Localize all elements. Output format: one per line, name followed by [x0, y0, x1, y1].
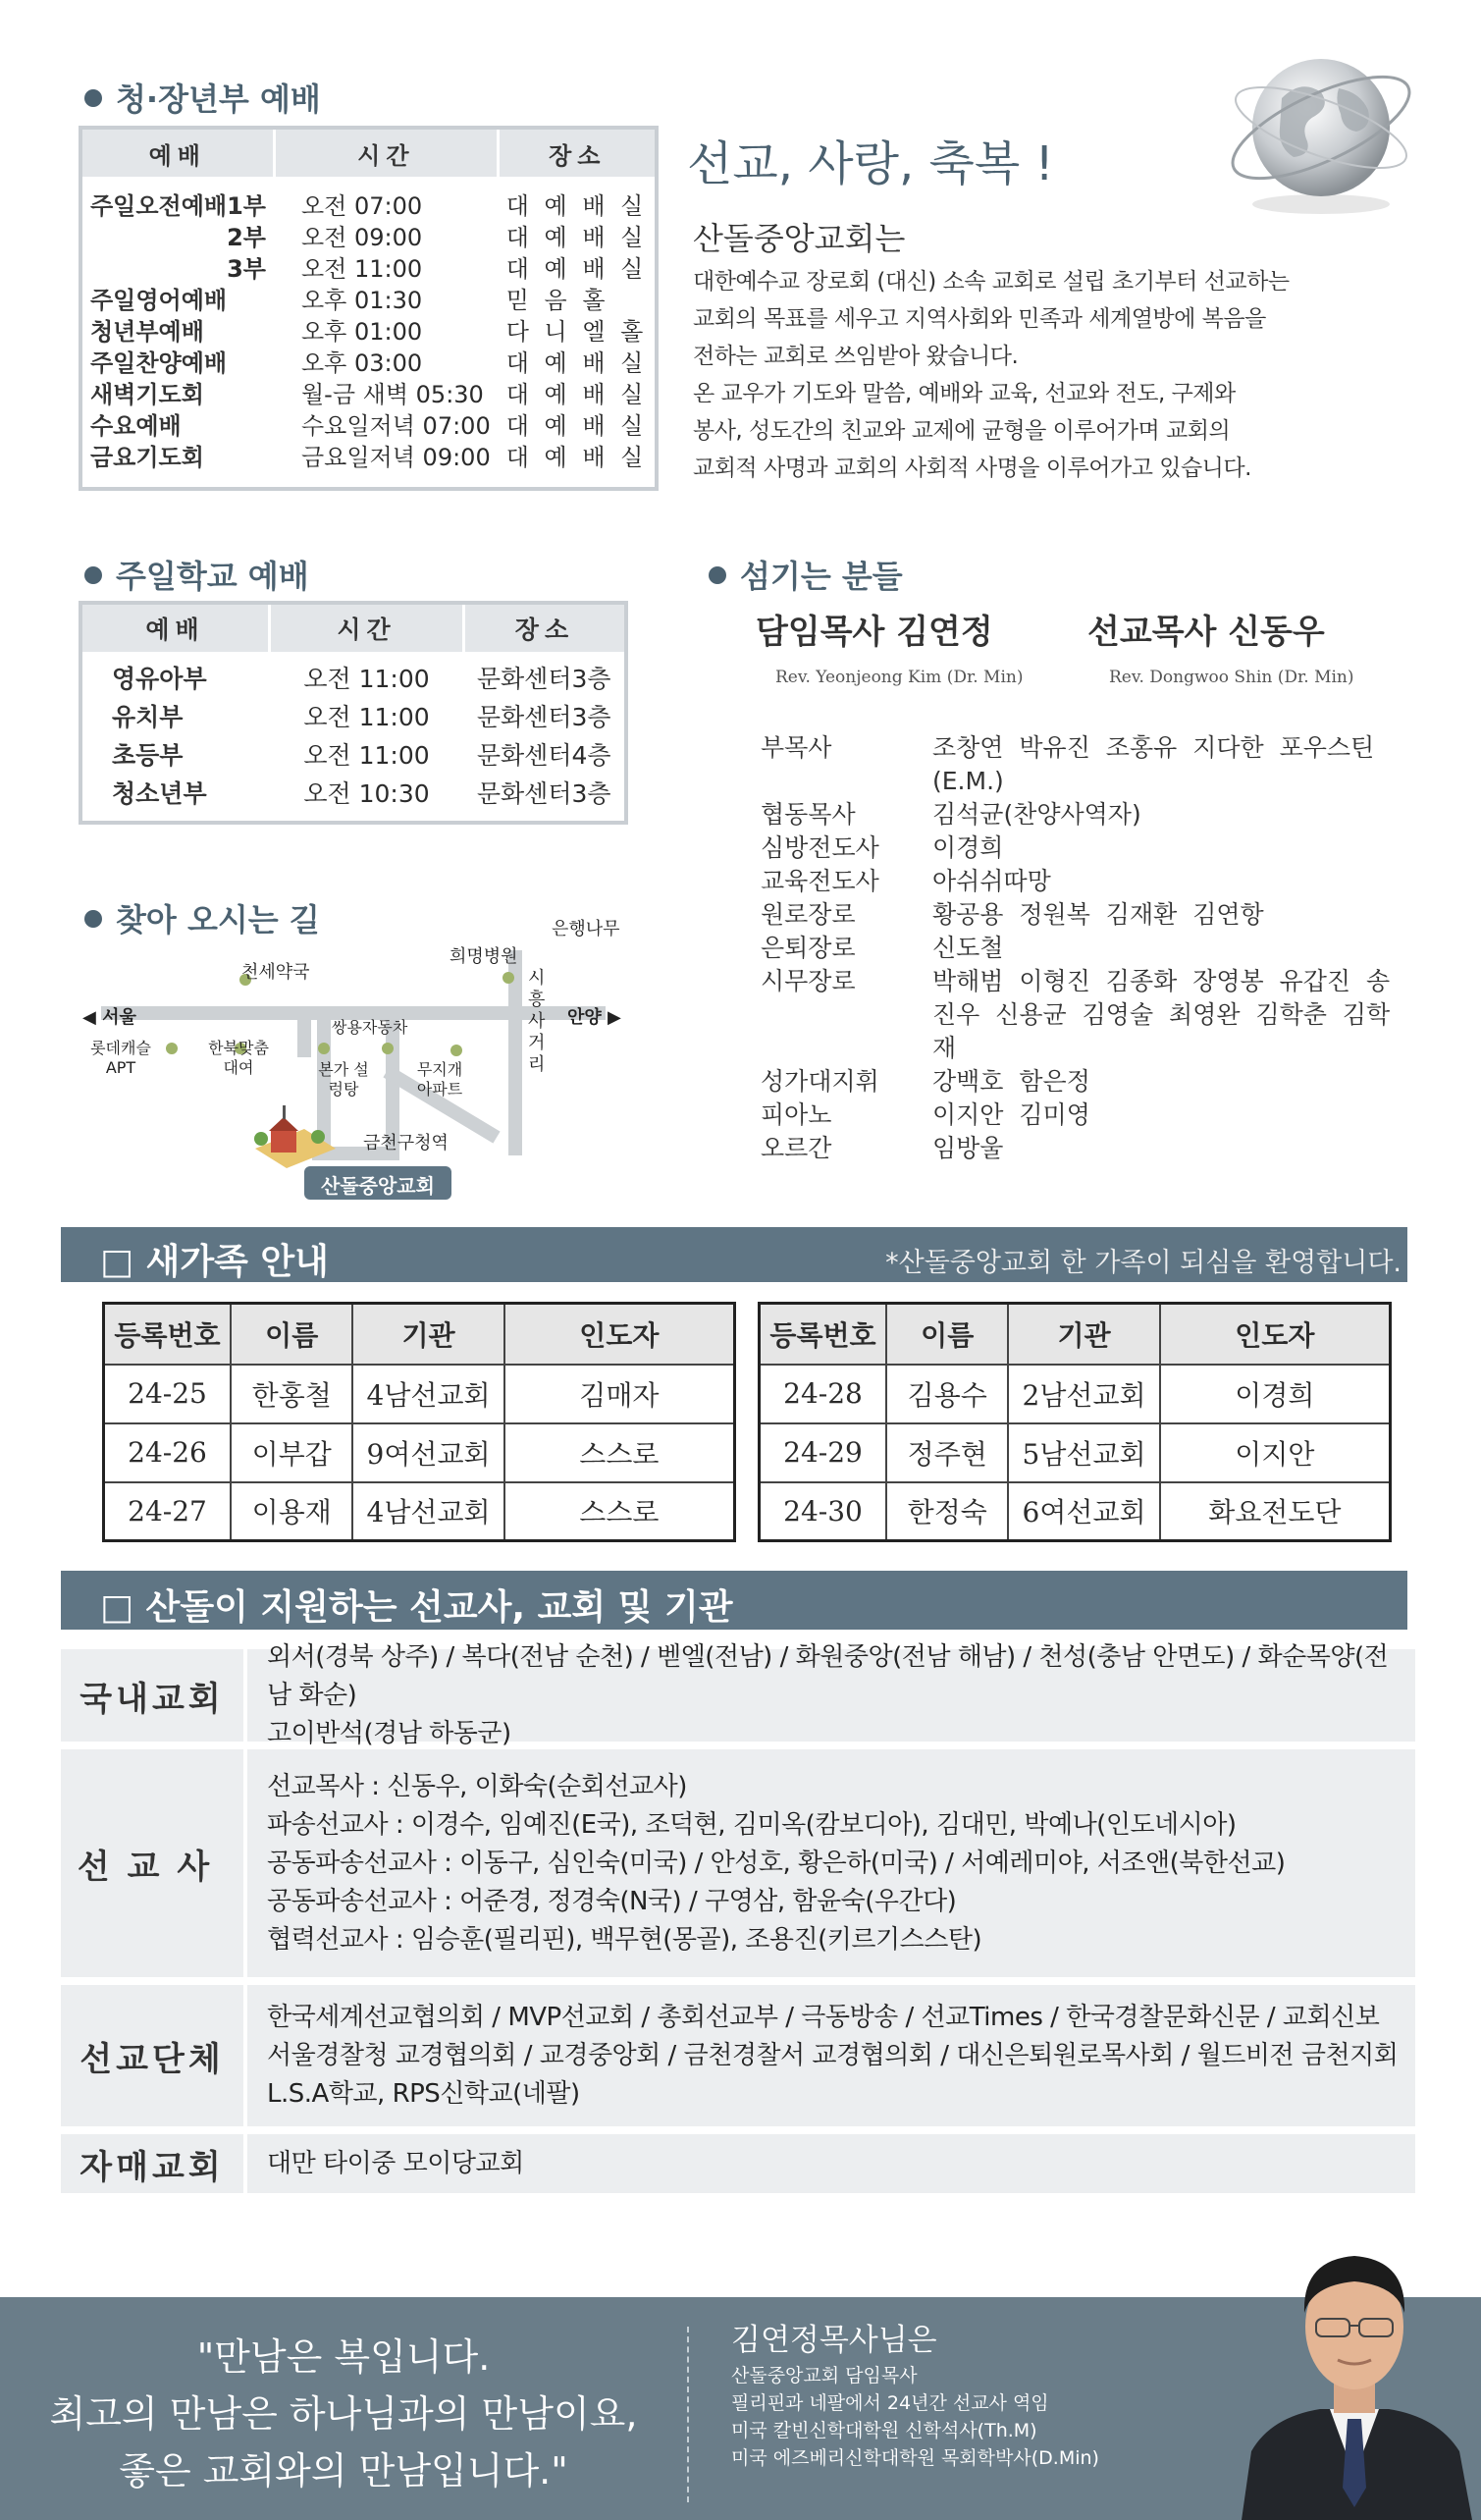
col-header: 예배: [80, 128, 274, 177]
staff-role: 원로장로: [761, 900, 856, 929]
worship-time: 오전 09:00: [301, 224, 423, 251]
staff-role: 시무장로: [761, 967, 856, 995]
lotte-marker: [166, 1043, 178, 1054]
mission-line: 교회적 사명과 교회의 사회적 사명을 이루어가고 있습니다.: [693, 456, 1251, 481]
reg-no: 24-27: [104, 1482, 232, 1541]
class-time: 오전 11:00: [303, 740, 430, 770]
staff-row: [761, 731, 1394, 798]
staff-role: 오르간: [761, 1134, 832, 1162]
worship-time: 월-금 새벽 05:30: [301, 381, 484, 408]
senior-pastor-name: 담임목사 김연정: [756, 613, 993, 652]
worship-place: 대 예 배 실: [505, 381, 648, 408]
reg-no: 24-26: [104, 1423, 232, 1482]
youth-worship-table: [79, 126, 659, 491]
table-row: [80, 442, 657, 473]
pastor-photo: [1232, 2230, 1477, 2520]
col-header: 장소: [499, 128, 658, 177]
table-row: [80, 379, 657, 410]
bullet-icon: [709, 566, 726, 584]
worship-place: 대 예 배 실: [505, 192, 648, 220]
table-row: [80, 222, 657, 253]
mission-line: 교회의 목표를 세우고 지역사회와 민족과 세계열방에 복음을: [693, 306, 1266, 332]
new-family-table-right: [758, 1302, 1392, 1542]
worship-name: 청년부예배: [90, 318, 204, 346]
row-line: 한국세계선교협의회 / MVP선교회 / 총회선교부 / 극동방송 / 선교Times / 한국경찰문화신문 / 교회신보: [267, 2002, 1380, 2032]
row-line: 선교목사 : 신동우, 이화숙(순회선교사): [267, 1771, 687, 1801]
sunday-school-heading-text: 주일학교 예배: [116, 558, 309, 595]
class-place: 문화센터3층: [476, 702, 611, 731]
rainbow-marker: [382, 1043, 394, 1054]
new-family-note: *산돌중앙교회 한 가족이 되심을 환영합니다.: [885, 1248, 1402, 1278]
staff-names: 임방울: [932, 1134, 1004, 1162]
class-place: 문화센터3층: [476, 778, 611, 808]
worship-time: 오후 01:30: [301, 287, 423, 314]
staff-role: 부목사: [761, 733, 832, 762]
quote-line: "만남은 복입니다.: [196, 2335, 491, 2379]
bonga-marker: [318, 1043, 330, 1054]
worship-name: 주일오전예배1부: [90, 192, 266, 220]
row-label: 자매교회: [61, 2134, 247, 2193]
row-line: 대만 타이중 모이당교회: [267, 2148, 524, 2178]
member-guide: 이경희: [1160, 1365, 1391, 1423]
member-guide: 스스로: [504, 1482, 735, 1541]
class-name: 유치부: [112, 702, 184, 731]
mission-line: 전하는 교회로 쓰임받아 왔습니다.: [693, 344, 1019, 369]
table-row: [80, 698, 626, 736]
row-content: [267, 1985, 1405, 2126]
class-name: 영유아부: [112, 664, 207, 693]
row-line: 파송선교사 : 이경수, 임예진(E국), 조덕현, 김미옥(캄보디아), 김대민, 박예나(인도네시아): [267, 1809, 1237, 1840]
worship-place: 대 예 배 실: [505, 255, 648, 283]
col-header: 기관: [352, 1304, 503, 1365]
table-row: [80, 410, 657, 442]
mission-body: [693, 263, 1331, 487]
mission-subtitle: 산돌중앙교회는: [693, 220, 906, 257]
servants-heading: [709, 552, 903, 597]
reg-no: 24-25: [104, 1365, 232, 1423]
bio-line: 미국 칼빈신학대학원 신학석사(Th.M): [731, 2420, 1037, 2441]
member-group: 6여선교회: [1008, 1482, 1159, 1541]
row-line: 외서(경북 상주) / 복다(전남 순천) / 벧엘(전남) / 화원중앙(전남 해남) / 천성(충남 안면도) / 화순목양(전남 화순): [267, 1641, 1389, 1710]
bio-line: 필리핀과 네팔에서 24년간 선교사 역임: [731, 2392, 1049, 2414]
col-header: 인도자: [1160, 1304, 1391, 1365]
worship-name: 3부: [227, 255, 266, 283]
col-header: 시간: [274, 128, 499, 177]
table-row: [80, 660, 626, 698]
divider: [687, 2327, 689, 2502]
supported-row-organizations: [61, 1985, 1415, 2126]
table-row: [760, 1423, 1391, 1482]
row-label: 선교단체: [61, 1985, 247, 2126]
worship-place: 믿 음 홀: [505, 287, 609, 314]
member-name: 한홍철: [231, 1365, 352, 1423]
row-line: 서울경찰청 교경협의회 / 교경중앙회 / 금천경찰서 교경협의회 / 대신은퇴원로목사회 / 월드비전 금천지회: [267, 2040, 1399, 2070]
staff-row: [761, 932, 1394, 965]
staff-names: 이경희: [932, 833, 1004, 862]
worship-time: 오후 03:00: [301, 349, 423, 377]
worship-name: 주일찬양예배: [90, 349, 228, 377]
worship-time: 금요일저녁 09:00: [301, 444, 491, 471]
col-header: 장소: [463, 603, 626, 652]
table-row: [80, 736, 626, 775]
bio-line: 산돌중앙교회 담임목사: [731, 2365, 918, 2386]
staff-role: 교육전도사: [761, 867, 879, 895]
bullet-icon: [84, 566, 102, 584]
member-name: 이용재: [231, 1482, 352, 1541]
col-header: 이름: [886, 1304, 1008, 1365]
staff-row: [761, 1065, 1394, 1099]
staff-names: 김석균(찬양사역자): [932, 800, 1141, 829]
map-label-hanbuk: 한북맞춤 대여: [208, 1039, 269, 1077]
bio-name: 김연정목사님은: [731, 2323, 937, 2358]
map-label-church: 산돌중앙교회: [321, 1174, 435, 1198]
sunday-school-table: [79, 601, 628, 825]
member-name: 정주현: [886, 1423, 1008, 1482]
reg-no: 24-29: [760, 1423, 887, 1482]
row-line: 공동파송선교사 : 어준경, 정경숙(N국) / 구영삼, 함윤숙(우간다): [267, 1886, 957, 1916]
map-label-seoul: ◀ 서울: [82, 1007, 136, 1028]
class-place: 문화센터3층: [476, 664, 611, 693]
row-content: [267, 1749, 1405, 1977]
col-header: 기관: [1008, 1304, 1159, 1365]
staff-row: [761, 1132, 1394, 1165]
staff-names: 이지안 김미영: [932, 1100, 1090, 1129]
map-label-lotte: 롯데캐슬 APT: [90, 1039, 151, 1077]
map-label-eunhaeng: 은행나무: [552, 919, 620, 939]
staff-names: 강백호 함은정: [932, 1067, 1090, 1096]
siheung-marker: [450, 1045, 462, 1056]
quote-line: 최고의 만남은 하나님과의 만남이요,: [49, 2392, 638, 2436]
member-group: 5남선교회: [1008, 1423, 1159, 1482]
col-header: 등록번호: [104, 1304, 232, 1365]
class-name: 초등부: [112, 740, 184, 770]
reg-no: 24-28: [760, 1365, 887, 1423]
worship-name: 수요예배: [90, 412, 182, 440]
member-guide: 김매자: [504, 1365, 735, 1423]
mission-title: 선교, 사랑, 축복 !: [687, 136, 1054, 191]
member-group: 4남선교회: [352, 1365, 503, 1423]
globe-icon: [1213, 29, 1419, 226]
new-family-table-left: [102, 1302, 736, 1542]
staff-names: 황공용 정원복 김재환 김연항: [932, 900, 1264, 929]
senior-pastor-en: Rev. Yeonjeong Kim (Dr. Min): [775, 668, 1024, 687]
quote: [39, 2329, 648, 2499]
map-label-anyang: 안양 ▶: [567, 1007, 621, 1028]
youth-worship-heading: [84, 75, 321, 120]
quote-line: 좋은 교회와의 만남입니다.": [119, 2449, 568, 2493]
staff-row: [761, 831, 1394, 865]
staff-row: [761, 965, 1394, 1065]
pastor-bio: [731, 2319, 1099, 2472]
supported-row-sister: [61, 2134, 1415, 2193]
col-header: 시간: [270, 603, 464, 652]
directions-heading-text: 찾아 오시는 길: [116, 901, 320, 938]
staff-list: [761, 731, 1394, 1165]
sunday-school-heading: [84, 552, 309, 597]
staff-row: [761, 798, 1394, 831]
col-header: 이름: [231, 1304, 352, 1365]
staff-names: 박해범 이형진 김종화 장영봉 유갑진 송진우 신용균 김영술 최영완 김학춘 김학재: [932, 967, 1391, 1062]
youth-worship-heading-text: 청·장년부 예배: [116, 80, 321, 118]
class-time: 오전 11:00: [303, 664, 430, 693]
worship-name: 주일영어예배: [90, 287, 228, 314]
supported-row-missionaries: [61, 1749, 1415, 1977]
table-row: [760, 1482, 1391, 1541]
new-family-bar: [61, 1227, 1407, 1282]
staff-names: 신도철: [932, 934, 1004, 962]
member-group: 9여선교회: [352, 1423, 503, 1482]
class-place: 문화센터4층: [476, 740, 611, 770]
map-label-gumcheon: 금천구청역: [363, 1133, 449, 1153]
bio-line: 미국 에즈베리신학대학원 목회학박사(D.Min): [731, 2447, 1099, 2469]
member-guide: 이지안: [1160, 1423, 1391, 1482]
worship-place: 대 예 배 실: [505, 412, 648, 440]
new-family-title: □ 새가족 안내: [100, 1242, 329, 1282]
staff-role: 은퇴장로: [761, 934, 856, 962]
map-label-siheung: 시흥사거리: [528, 968, 546, 1075]
worship-name: 금요기도회: [90, 444, 204, 471]
table-row: [104, 1365, 735, 1423]
staff-row: [761, 1099, 1394, 1132]
worship-time: 오전 07:00: [301, 192, 423, 220]
member-name: 이부갑: [231, 1423, 352, 1482]
reg-no: 24-30: [760, 1482, 887, 1541]
col-header: 인도자: [504, 1304, 735, 1365]
worship-name: 새벽기도회: [90, 381, 204, 408]
member-group: 4남선교회: [352, 1482, 503, 1541]
row-content: [267, 2134, 1405, 2193]
servants-heading-text: 섬기는 분들: [740, 558, 903, 595]
member-name: 한정숙: [886, 1482, 1008, 1541]
table-row: [80, 285, 657, 316]
table-row: [760, 1365, 1391, 1423]
staff-role: 성가대지휘: [761, 1067, 879, 1096]
table-row: [80, 253, 657, 285]
worship-place: 대 예 배 실: [505, 224, 648, 251]
map-label-pharmacy: 천세약국: [241, 962, 310, 983]
staff-row: [761, 898, 1394, 932]
row-line: 협력선교사 : 임승훈(필리핀), 백무현(몽골), 조용진(키르기스스탄): [267, 1924, 982, 1955]
hospital-marker: [502, 972, 514, 984]
table-row: [80, 190, 657, 222]
mission-pastor-name: 선교목사 신동우: [1087, 613, 1325, 652]
worship-place: 대 예 배 실: [505, 349, 648, 377]
staff-names: 조창연 박유진 조홍유 지다한 포우스틴(E.M.): [932, 733, 1375, 795]
supported-bar: [61, 1571, 1407, 1630]
map-label-hospital: 희명병원: [450, 946, 518, 967]
class-name: 청소년부: [112, 778, 207, 808]
worship-place: 대 예 배 실: [505, 444, 648, 471]
class-time: 오전 10:30: [303, 778, 430, 808]
mission-line: 온 교우가 기도와 말씀, 예배와 교육, 선교와 전도, 구제와: [693, 381, 1236, 406]
worship-time: 오후 01:00: [301, 318, 423, 346]
staff-role: 심방전도사: [761, 833, 879, 862]
row-content: [267, 1641, 1405, 1748]
worship-name: 2부: [227, 224, 266, 251]
row-line: L.S.A학교, RPS신학교(네팔): [267, 2078, 580, 2109]
row-label: 선교사: [61, 1749, 247, 1977]
map-label-rainbow: 무지개 아파트: [416, 1060, 463, 1099]
row-line: 고이반석(경남 하동군): [267, 1718, 511, 1748]
table-row: [80, 316, 657, 348]
row-label: 국내교회: [61, 1649, 247, 1742]
staff-role: 피아노: [761, 1100, 832, 1129]
map-label-bonga: 본가 설렁탕: [318, 1060, 369, 1099]
row-line: 공동파송선교사 : 이동구, 심인숙(미국) / 안성호, 황은하(미국) / 서예레미야, 서조앤(북한선교): [267, 1848, 1286, 1878]
worship-place: 다 니 엘 홀: [505, 318, 648, 346]
col-header: 예배: [80, 603, 270, 652]
mission-line: 봉사, 성도간의 친교와 교제에 균형을 이루어가며 교회의: [693, 418, 1231, 444]
staff-row: [761, 865, 1394, 898]
member-name: 김용수: [886, 1365, 1008, 1423]
supported-row-domestic: [61, 1641, 1415, 1748]
table-row: [80, 775, 626, 813]
worship-time: 오전 11:00: [301, 255, 423, 283]
table-row: [80, 348, 657, 379]
staff-role: 협동목사: [761, 800, 856, 829]
member-group: 2남선교회: [1008, 1365, 1159, 1423]
worship-time: 수요일저녁 07:00: [301, 412, 491, 440]
class-time: 오전 11:00: [303, 702, 430, 731]
mission-pastor-en: Rev. Dongwoo Shin (Dr. Min): [1109, 668, 1354, 687]
supported-title: □ 산돌이 지원하는 선교사, 교회 및 기관: [100, 1587, 733, 1628]
member-guide: 화요전도단: [1160, 1482, 1391, 1541]
col-header: 등록번호: [760, 1304, 887, 1365]
table-row: [104, 1482, 735, 1541]
mission-line: 대한예수교 장로회 (대신) 소속 교회로 설립 초기부터 선교하는: [693, 269, 1290, 295]
bullet-icon: [84, 89, 102, 107]
staff-names: 아쉬쉬따망: [932, 867, 1051, 895]
table-row: [104, 1423, 735, 1482]
map-label-ssangyong: 쌍용자동차: [332, 1018, 408, 1037]
member-guide: 스스로: [504, 1423, 735, 1482]
